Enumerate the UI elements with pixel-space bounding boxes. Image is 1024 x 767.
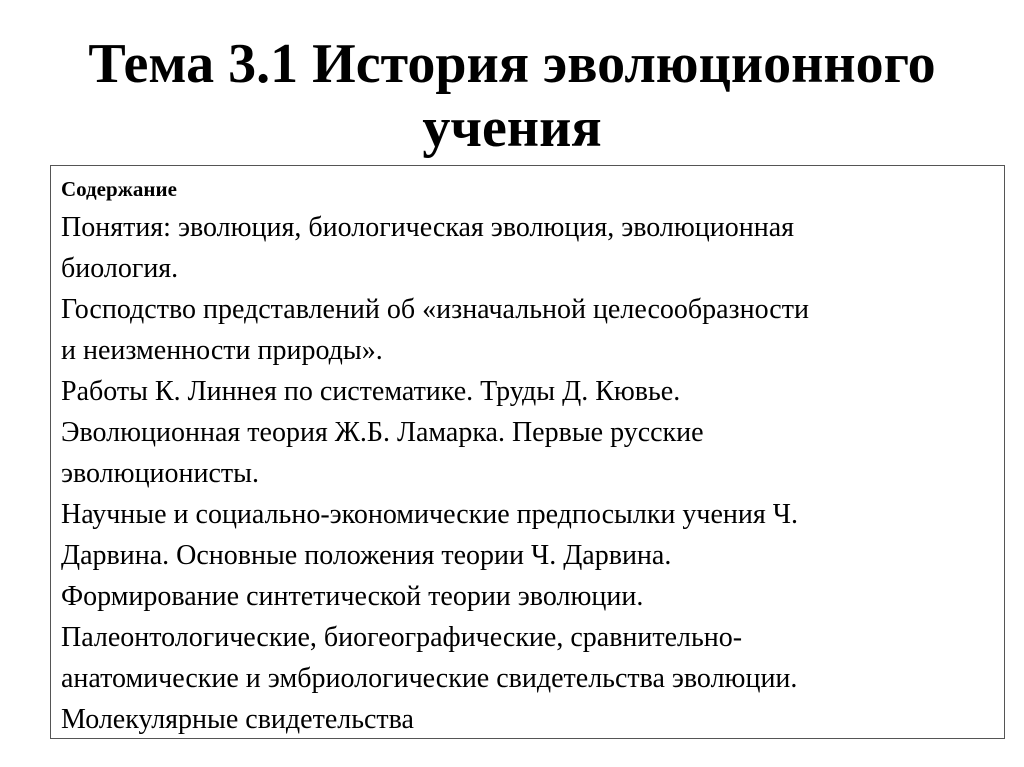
content-line: Формирование синтетической теории эволюции.	[61, 581, 644, 612]
content-line: Понятия: эволюция, биологическая эволюция, эволюционная	[61, 212, 795, 243]
content-line: Молекулярные свидетельства	[61, 704, 414, 735]
content-line: и неизменности природы».	[61, 335, 383, 366]
content-line: Палеонтологические, биогеографические, сравнительно-	[61, 622, 743, 653]
content-line: биология.	[61, 253, 179, 284]
content-line: Эволюционная теория Ж.Б. Ламарка. Первые русские	[61, 417, 704, 448]
content-line: анатомические и эмбриологические свидетельства эволюции.	[61, 663, 798, 694]
content-heading: Содержание	[61, 177, 177, 201]
content-line: Работы К. Линнея по систематике. Труды Д. Кювье.	[61, 376, 681, 407]
content-line: Дарвина. Основные положения теории Ч. Дарвина.	[61, 540, 672, 571]
content-list	[61, 207, 996, 740]
content-line: Господство представлений об «изначальной целесообразности	[61, 294, 809, 325]
slide-title-line-2: учения	[422, 97, 602, 159]
content-line: эволюционисты.	[61, 458, 259, 489]
content-box	[50, 165, 1005, 739]
slide-title-line-1: Тема 3.1 История эволюционного	[88, 33, 936, 95]
slide-title	[0, 32, 1024, 160]
content-line: Научные и социально-экономические предпосылки учения Ч.	[61, 499, 798, 530]
